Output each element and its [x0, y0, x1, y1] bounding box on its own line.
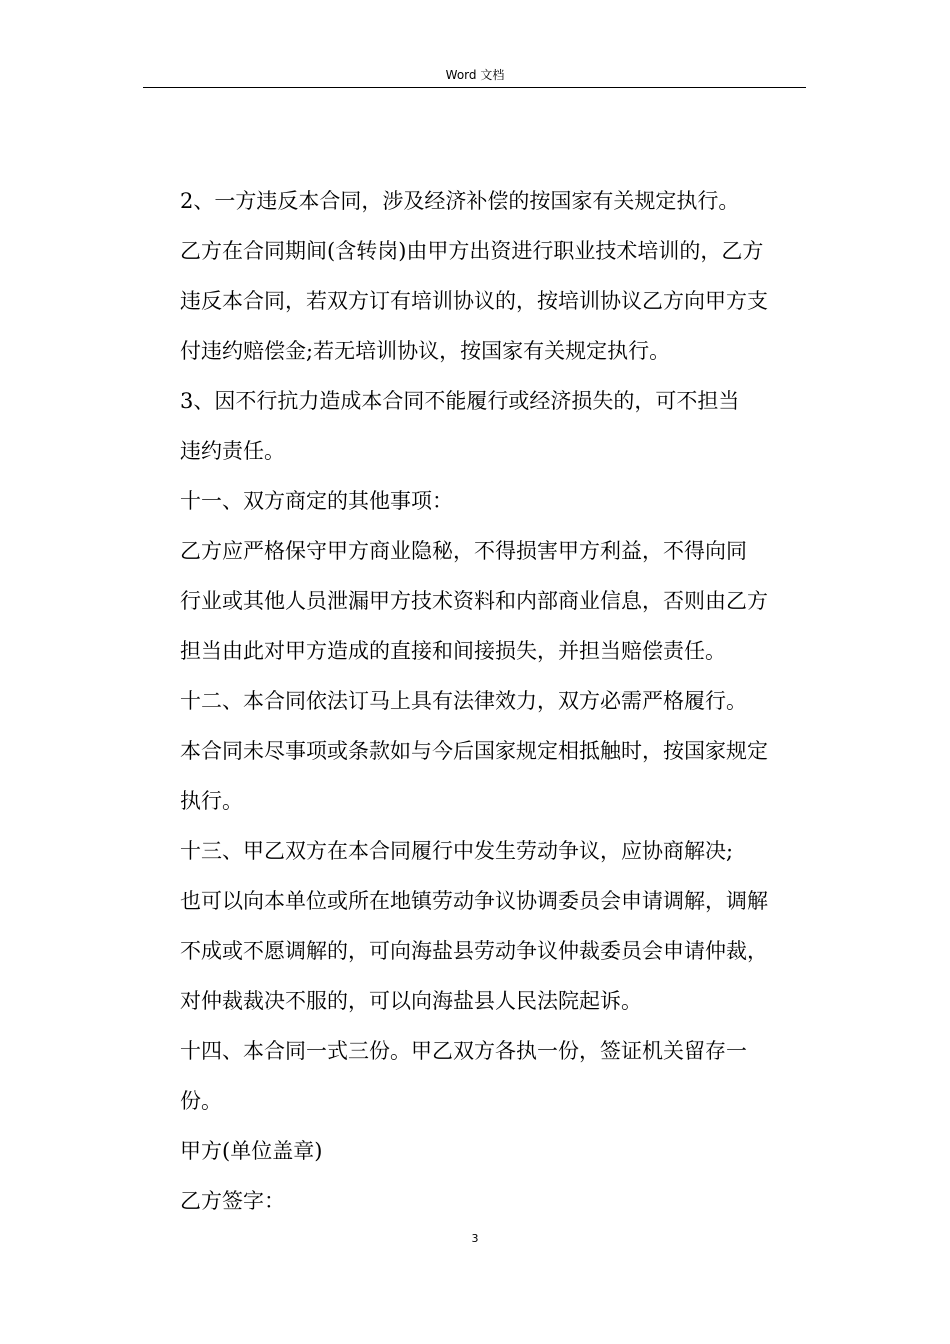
body-line: 3、因不行抗力造成本合同不能履行或经济损失的，可不担当	[180, 389, 740, 413]
body-line: 不成或不愿调解的，可向海盐县劳动争议仲裁委员会申请仲裁，	[180, 939, 768, 963]
body-line: 十一、双方商定的其他事项：	[180, 489, 453, 513]
body-line: 2、一方违反本合同，涉及经济补偿的按国家有关规定执行。	[180, 189, 740, 213]
body-line: 乙方应严格保守甲方商业隐秘，不得损害甲方利益，不得向同	[180, 539, 747, 563]
body-line: 行业或其他人员泄漏甲方技术资料和内部商业信息，否则由乙方	[180, 589, 768, 613]
body-line: 违反本合同，若双方订有培训协议的，按培训协议乙方向甲方支	[180, 289, 768, 313]
body-line: 对仲裁裁决不服的，可以向海盐县人民法院起诉。	[180, 989, 642, 1013]
body-line: 执行。	[180, 789, 243, 813]
body-line: 付违约赔偿金;若无培训协议，按国家有关规定执行。	[180, 339, 671, 363]
header-title: Word 文档	[445, 68, 505, 82]
body-line: 份。	[180, 1089, 222, 1113]
body-line: 也可以向本单位或所在地镇劳动争议协调委员会申请调解，调解	[180, 889, 768, 913]
body-line: 违约责任。	[180, 439, 285, 463]
body-line: 担当由此对甲方造成的直接和间接损失，并担当赔偿责任。	[180, 639, 726, 663]
page-number: 3	[471, 1232, 479, 1245]
body-line: 本合同未尽事项或条款如与今后国家规定相抵触时，按国家规定	[180, 739, 768, 763]
body-line: 乙方签字：	[180, 1189, 285, 1213]
body-line: 十二、本合同依法订马上具有法律效力，双方必需严格履行。	[180, 689, 747, 713]
body-line: 乙方在合同期间(含转岗)由甲方出资进行职业技术培训的，乙方	[180, 239, 764, 263]
header-rule	[143, 87, 806, 88]
body-line: 甲方(单位盖章)	[180, 1139, 323, 1163]
body-line: 十三、甲乙双方在本合同履行中发生劳动争议，应协商解决;	[180, 839, 734, 863]
body-line: 十四、本合同一式三份。甲乙双方各执一份，签证机关留存一	[180, 1039, 747, 1063]
